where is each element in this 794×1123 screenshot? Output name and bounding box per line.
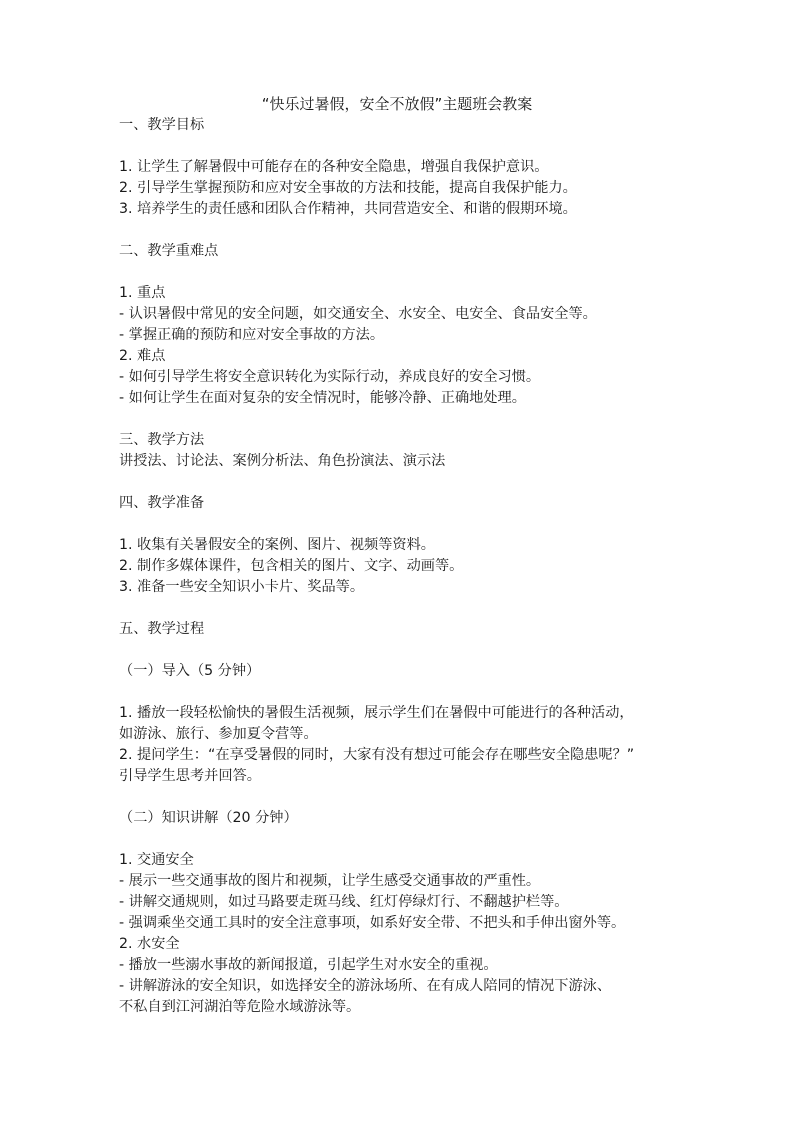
blank-line <box>119 598 699 619</box>
blank-line <box>119 514 699 535</box>
blank-line <box>119 829 699 850</box>
intro-paragraph-line: 如游泳、旅行、参加夏令营等。 <box>119 726 318 742</box>
subsection-heading-knowledge: （二）知识讲解（20 分钟） <box>119 810 298 826</box>
intro-paragraph-line: 2. 提问学生：“在享受暑假的同时，大家有没有想过可能会存在哪些安全隐患呢？” <box>119 747 635 763</box>
blank-line <box>119 472 699 493</box>
key-item: - 掌握正确的预防和应对安全事故的方法。 <box>119 327 385 343</box>
blank-line <box>119 682 699 703</box>
section-heading-key-points: 二、教学重难点 <box>119 243 219 259</box>
water-item: - 播放一些溺水事故的新闻报道，引起学生对水安全的重视。 <box>119 957 498 973</box>
document-title: “快乐过暑假，安全不放假”主题班会教案 <box>261 95 533 113</box>
section-heading-methods: 三、教学方法 <box>119 432 205 448</box>
objective-item: 1. 让学生了解暑假中可能存在的各种安全隐患，增强自我保护意识。 <box>119 159 549 175</box>
section-heading-preparation: 四、教学准备 <box>119 495 205 511</box>
traffic-item: - 强调乘坐交通工具时的安全注意事项，如系好安全带、不把头和手伸出窗外等。 <box>119 915 626 931</box>
water-item-line: - 讲解游泳的安全知识，如选择安全的游泳场所、在有成人陪同的情况下游泳、 <box>119 978 612 994</box>
water-item-line: 不私自到江河湖泊等危险水域游泳等。 <box>119 999 361 1015</box>
preparation-item: 1. 收集有关暑假安全的案例、图片、视频等资料。 <box>119 537 435 553</box>
subheading-key: 1. 重点 <box>119 285 166 301</box>
blank-line <box>119 787 699 808</box>
objective-item: 2. 引导学生掌握预防和应对安全事故的方法和技能，提高自我保护能力。 <box>119 180 577 196</box>
methods-text: 讲授法、讨论法、案例分析法、角色扮演法、演示法 <box>119 453 446 469</box>
document-body <box>119 115 699 1018</box>
subheading-traffic-safety: 1. 交通安全 <box>119 852 194 868</box>
subheading-difficult: 2. 难点 <box>119 348 166 364</box>
traffic-item: - 展示一些交通事故的图片和视频，让学生感受交通事故的严重性。 <box>119 873 541 889</box>
intro-paragraph-line: 1. 播放一段轻松愉快的暑假生活视频，展示学生们在暑假中可能进行的各种活动， <box>119 705 634 721</box>
intro-paragraph-line: 引导学生思考并回答。 <box>119 768 261 784</box>
objective-item: 3. 培养学生的责任感和团队合作精神，共同营造安全、和谐的假期环境。 <box>119 201 577 217</box>
difficult-item: - 如何引导学生将安全意识转化为实际行动，养成良好的安全习惯。 <box>119 369 541 385</box>
subsection-heading-intro: （一）导入（5 分钟） <box>119 663 261 679</box>
subheading-water-safety: 2. 水安全 <box>119 936 180 952</box>
blank-line <box>119 220 699 241</box>
blank-line <box>119 640 699 661</box>
blank-line <box>119 136 699 157</box>
preparation-item: 3. 准备一些安全知识小卡片、奖品等。 <box>119 579 365 595</box>
section-heading-objectives: 一、教学目标 <box>119 117 205 133</box>
blank-line <box>119 262 699 283</box>
preparation-item: 2. 制作多媒体课件，包含相关的图片、文字、动画等。 <box>119 558 464 574</box>
key-item: - 认识暑假中常见的安全问题，如交通安全、水安全、电安全、食品安全等。 <box>119 306 597 322</box>
section-heading-process: 五、教学过程 <box>119 621 205 637</box>
difficult-item: - 如何让学生在面对复杂的安全情况时，能够冷静、正确地处理。 <box>119 390 526 406</box>
blank-line <box>119 409 699 430</box>
traffic-item: - 讲解交通规则，如过马路要走斑马线、红灯停绿灯行、不翻越护栏等。 <box>119 894 569 910</box>
